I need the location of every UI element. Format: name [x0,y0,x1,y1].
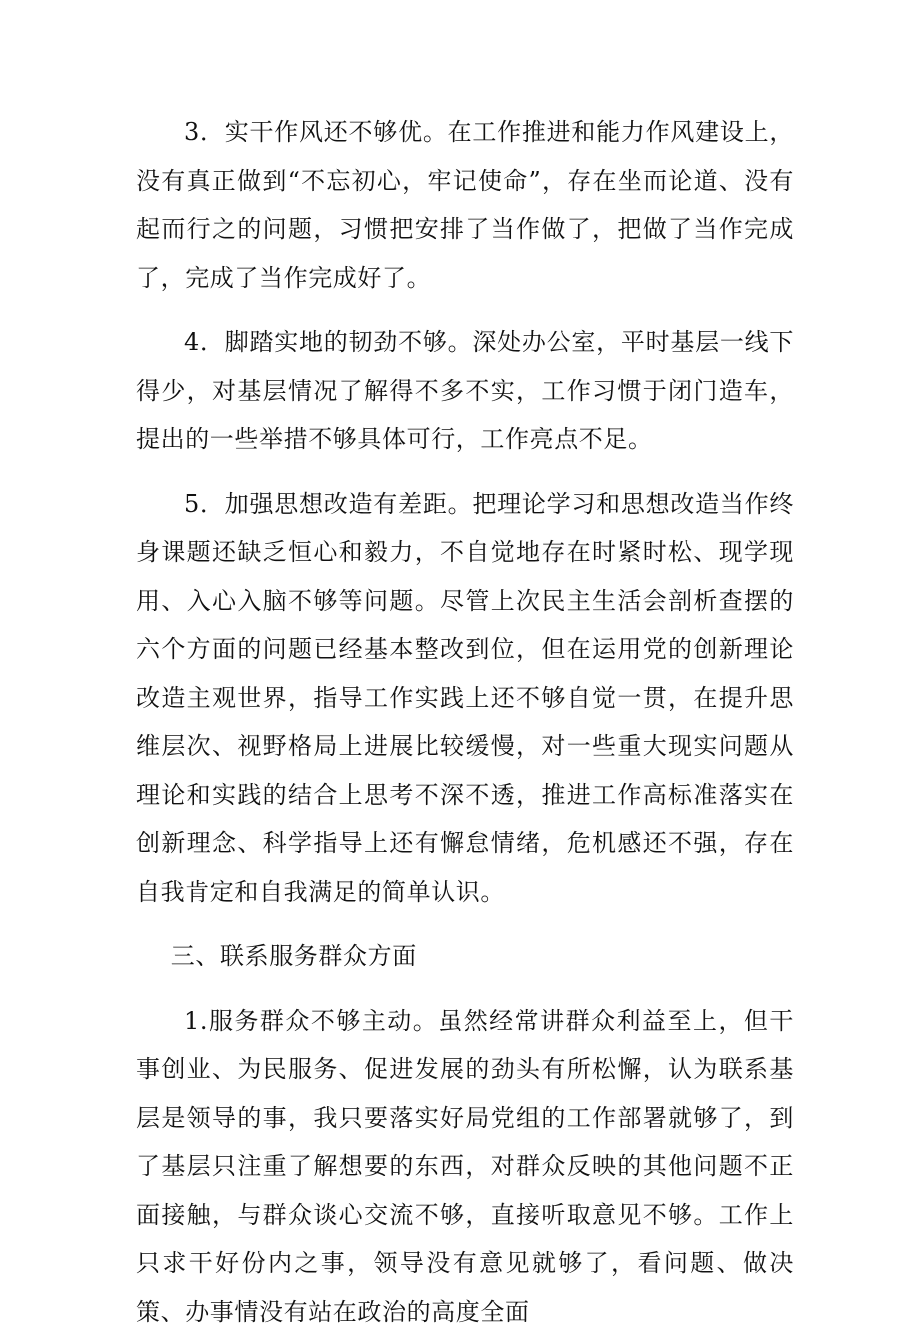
paragraph-item-4: 4．脚踏实地的韧劲不够。深处办公室，平时基层一线下得少，对基层情况了解得不多不实，工作习惯于闭门造车，提出的一些举措不够具体可行，工作亮点不足。 [136,318,794,464]
section-heading: 三、联系服务群众方面 [136,932,794,981]
section-paragraph-1: 1.服务群众不够主动。虽然经常讲群众利益至上，但干事创业、为民服务、促进发展的劲头有所松懈，认为联系基层是领导的事，我只要落实好局党组的工作部署就够了，到了基层只注重了解想要的东西，对群众反映的其他问题不正面接触，与群众谈心交流不够，直接听取意见不够。工作上只求干好份内之事，领导没有意见就够了，看问题、做决策、办事情没有站在政治的高度全面 [136,997,794,1336]
paragraph-item-3: 3．实干作风还不够优。在工作推进和能力作风建设上，没有真正做到“不忘初心，牢记使命”，存在坐而论道、没有起而行之的问题，习惯把安排了当作做了，把做了当作完成了，完成了当作完成好了。 [136,108,794,302]
paragraph-item-5: 5．加强思想改造有差距。把理论学习和思想改造当作终身课题还缺乏恒心和毅力，不自觉地存在时紧时松、现学现用、入心入脑不够等问题。尽管上次民主生活会剖析查摆的六个方面的问题已经基本整改到位，但在运用党的创新理论改造主观世界，指导工作实践上还不够自觉一贯，在提升思维层次、视野格局上进展比较缓慢，对一些重大现实问题从理论和实践的结合上思考不深不透，推进工作高标准落实在创新理念、科学指导上还有懈怠情绪，危机感还不强，存在自我肯定和自我满足的简单认识。 [136,480,794,917]
